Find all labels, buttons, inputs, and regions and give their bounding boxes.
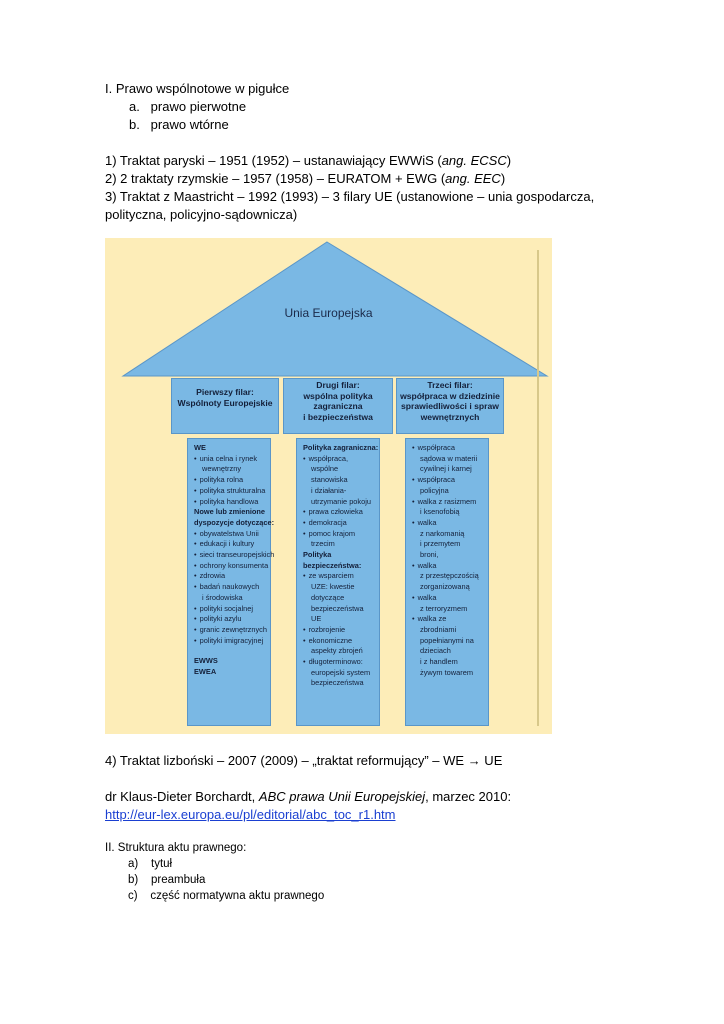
pillar-2-item: • współpraca, bbox=[303, 454, 377, 465]
pillar-2-item: stanowiska bbox=[311, 475, 348, 485]
section2-item-b: b) preambuła bbox=[128, 874, 206, 886]
pillar-3-item: • walka z rasizmem bbox=[412, 497, 486, 508]
pillar-3-item: zorganizowaną bbox=[420, 582, 470, 592]
treaty-2 bbox=[105, 170, 505, 188]
pillar-2-item: dotyczące bbox=[311, 592, 345, 602]
pillar-1-item: • polityki imigracyjnej bbox=[194, 636, 268, 647]
pillar-2-item: • ze wsparciem bbox=[303, 571, 377, 582]
source-book: ABC prawa Unii Europejskiej bbox=[258, 789, 426, 804]
treaty-3-line1: 3) Traktat z Maastricht – 1992 (1993) – 3 filary UE (ustanowione – unia gospodarcza, bbox=[105, 189, 595, 204]
pillar-3-item: • współpraca bbox=[412, 475, 486, 486]
section2-item-a: a) tytuł bbox=[128, 858, 173, 870]
pillar-3-item: popełnianymi na bbox=[420, 635, 474, 645]
pillar-1-item bbox=[194, 646, 268, 656]
pillar-3-item: z narkomanią bbox=[420, 528, 465, 538]
treaty-1-abbr: ang. ECSC bbox=[441, 153, 507, 168]
pillar-3-item: dzieciach bbox=[420, 646, 451, 656]
pillar-2-item: i działania- bbox=[311, 485, 347, 495]
pillar-3-item: • walka bbox=[412, 561, 486, 572]
pillar-2-head-line: i bezpieczeństwa bbox=[303, 411, 373, 422]
pillar-3-item: żywym towarem bbox=[420, 667, 473, 677]
pillar-2-head-line: wspólna polityka bbox=[303, 390, 373, 401]
treaty-4: 4) Traktat lizboński – 2007 (2009) – „traktat reformujący” – WE → UE bbox=[105, 753, 503, 768]
treaty-1-end: ) bbox=[506, 153, 512, 168]
pillar-1-list bbox=[188, 439, 275, 678]
pillar-1-head-line: Pierwszy filar: bbox=[196, 387, 254, 397]
pillar-1-item: • sieci transeuropejskich bbox=[194, 550, 268, 561]
pillar-2-item: Polityka bbox=[303, 550, 332, 560]
pillar-3-head-line: Trzeci filar: bbox=[427, 380, 473, 390]
pillar-2-head-line: zagraniczna bbox=[313, 401, 363, 411]
pillar-2-item: Polityka zagraniczna: bbox=[303, 443, 379, 452]
pillar-2-head-line: Drugi filar: bbox=[316, 380, 360, 390]
pillar-3-head-line: współpraca w dziedzinie bbox=[400, 390, 500, 401]
pillar-3-item: • współpraca bbox=[412, 443, 486, 454]
section1-title: I. Prawo wspólnotowe w pigułce bbox=[105, 81, 290, 96]
eu-pillars-diagram bbox=[105, 238, 552, 734]
treaty-3-line2: polityczna, policyjno-sądownicza) bbox=[105, 207, 298, 222]
pillar-2-item: • demokracja bbox=[303, 518, 377, 529]
treaty-2-abbr: ang. EEC bbox=[445, 171, 501, 186]
pillar-3-head-line: wewnętrznych bbox=[420, 411, 480, 422]
pillar-1-item: wewnętrzny bbox=[202, 464, 242, 474]
source-date: , marzec 2010: bbox=[425, 789, 512, 804]
pillar-1-item: • edukacji i kultury bbox=[194, 539, 268, 550]
treaty-2-end: ) bbox=[500, 171, 506, 186]
treaty-1-text: 1) Traktat paryski – 1951 (1952) – ustanawiający EWWiS ( bbox=[105, 153, 442, 168]
pillar-3-head bbox=[396, 378, 504, 434]
pillar-2-item: bezpieczeństwa bbox=[311, 603, 364, 613]
pillar-1-item: • polityka rolna bbox=[194, 475, 268, 486]
pillar-3-item: i przemytem bbox=[420, 539, 461, 549]
pillar-3-item: broni, bbox=[420, 550, 439, 560]
pillar-2-item: • prawa człowieka bbox=[303, 507, 377, 518]
section1-item-b: b. prawo wtórne bbox=[129, 117, 229, 132]
pillar-2-item: • rozbrojenie bbox=[303, 625, 377, 636]
pillar-1-item: i środowiska bbox=[202, 592, 243, 602]
pillar-2-item: UZE: kwestie bbox=[311, 582, 355, 592]
pillar-3-item: zbrodniami bbox=[420, 624, 457, 634]
pillar-1-item: WE bbox=[194, 443, 206, 452]
pillar-1-item: • polityki socjalnej bbox=[194, 604, 268, 615]
roof-label: Unia Europejska bbox=[284, 306, 373, 320]
pillar-3-item: sądowa w materii bbox=[420, 453, 478, 463]
pillar-1-item: • unia celna i rynek bbox=[194, 454, 268, 465]
pillar-3-item: policyjna bbox=[420, 485, 449, 495]
pillar-2-item: utrzymanie pokoju bbox=[311, 496, 371, 506]
pillar-3-list bbox=[406, 439, 488, 678]
pillar-1-body bbox=[187, 438, 275, 726]
pillar-3-item: i z handlem bbox=[420, 657, 458, 667]
pillar-2-item: • pomoc krajom bbox=[303, 529, 377, 540]
source-author: dr Klaus-Dieter Borchardt, bbox=[105, 789, 259, 804]
pillar-1-item: Nowe lub zmienione bbox=[194, 507, 266, 517]
pillar-3-item: z przestępczością bbox=[420, 571, 479, 581]
pillar-1-head bbox=[171, 378, 279, 434]
pillar-1-item: • polityka strukturalna bbox=[194, 486, 268, 497]
pillar-3-item: i ksenofobią bbox=[420, 507, 460, 517]
treaty-2-text: 2) 2 traktaty rzymskie – 1957 (1958) – EURATOM + EWG ( bbox=[105, 171, 446, 186]
pillar-2-item: trzecim bbox=[311, 539, 335, 549]
pillar-1-item: • granic zewnętrznych bbox=[194, 625, 268, 636]
pillar-2-item: bezpieczeństwa: bbox=[303, 560, 362, 570]
pillar-1-item: EWWS bbox=[194, 656, 218, 666]
pillar-1-item: • obywatelstwa Unii bbox=[194, 529, 268, 540]
pillar-2-item: wspólne bbox=[311, 464, 339, 474]
diagram-edge-line bbox=[537, 250, 539, 726]
source-link[interactable]: http://eur-lex.europa.eu/pl/editorial/abc_toc_r1.htm bbox=[105, 807, 396, 822]
pillar-2-item: • długoterminowo: bbox=[303, 657, 377, 668]
pillar-3-body bbox=[405, 438, 489, 726]
pillar-1-head-line: Wspólnoty Europejskie bbox=[177, 397, 273, 408]
pillar-2-item: • ekonomiczne bbox=[303, 636, 377, 647]
treaty-1 bbox=[105, 152, 511, 170]
pillar-3-head-line: sprawiedliwości i spraw bbox=[401, 401, 499, 411]
pillar-1-item: • ochrony konsumenta bbox=[194, 561, 268, 572]
pillar-1-item: dyspozycje dotyczące: bbox=[194, 517, 275, 527]
pillar-3-item: • walka ze bbox=[412, 614, 486, 625]
pillar-3-item: • walka bbox=[412, 518, 486, 529]
pillar-3-item: • walka bbox=[412, 593, 486, 604]
pillar-3-item: cywilnej i karnej bbox=[420, 464, 472, 474]
pillar-2-head bbox=[283, 378, 393, 434]
pillar-2-item: europejski system bbox=[311, 667, 371, 677]
pillar-1-item: • polityki azylu bbox=[194, 614, 268, 625]
pillar-2-item: aspekty zbrojeń bbox=[311, 646, 363, 656]
pillar-2-body bbox=[296, 438, 380, 726]
section1-item-a: a. prawo pierwotne bbox=[129, 99, 247, 114]
source-citation bbox=[105, 788, 511, 806]
pillar-2-list bbox=[297, 439, 379, 689]
pillar-1-item: • badań naukowych bbox=[194, 582, 268, 593]
pillar-2-item: bezpieczeństwa bbox=[311, 678, 364, 688]
section2-item-c: c) część normatywna aktu prawnego bbox=[128, 890, 325, 902]
pillar-3-item: z terroryzmem bbox=[420, 603, 468, 613]
pillar-1-item: EWEA bbox=[194, 667, 217, 677]
pillar-1-item: • polityka handlowa bbox=[194, 497, 268, 508]
section2-title: II. Struktura aktu prawnego: bbox=[105, 842, 247, 854]
pillar-1-item: • zdrowia bbox=[194, 571, 268, 582]
pillar-2-item: UE bbox=[311, 614, 322, 624]
